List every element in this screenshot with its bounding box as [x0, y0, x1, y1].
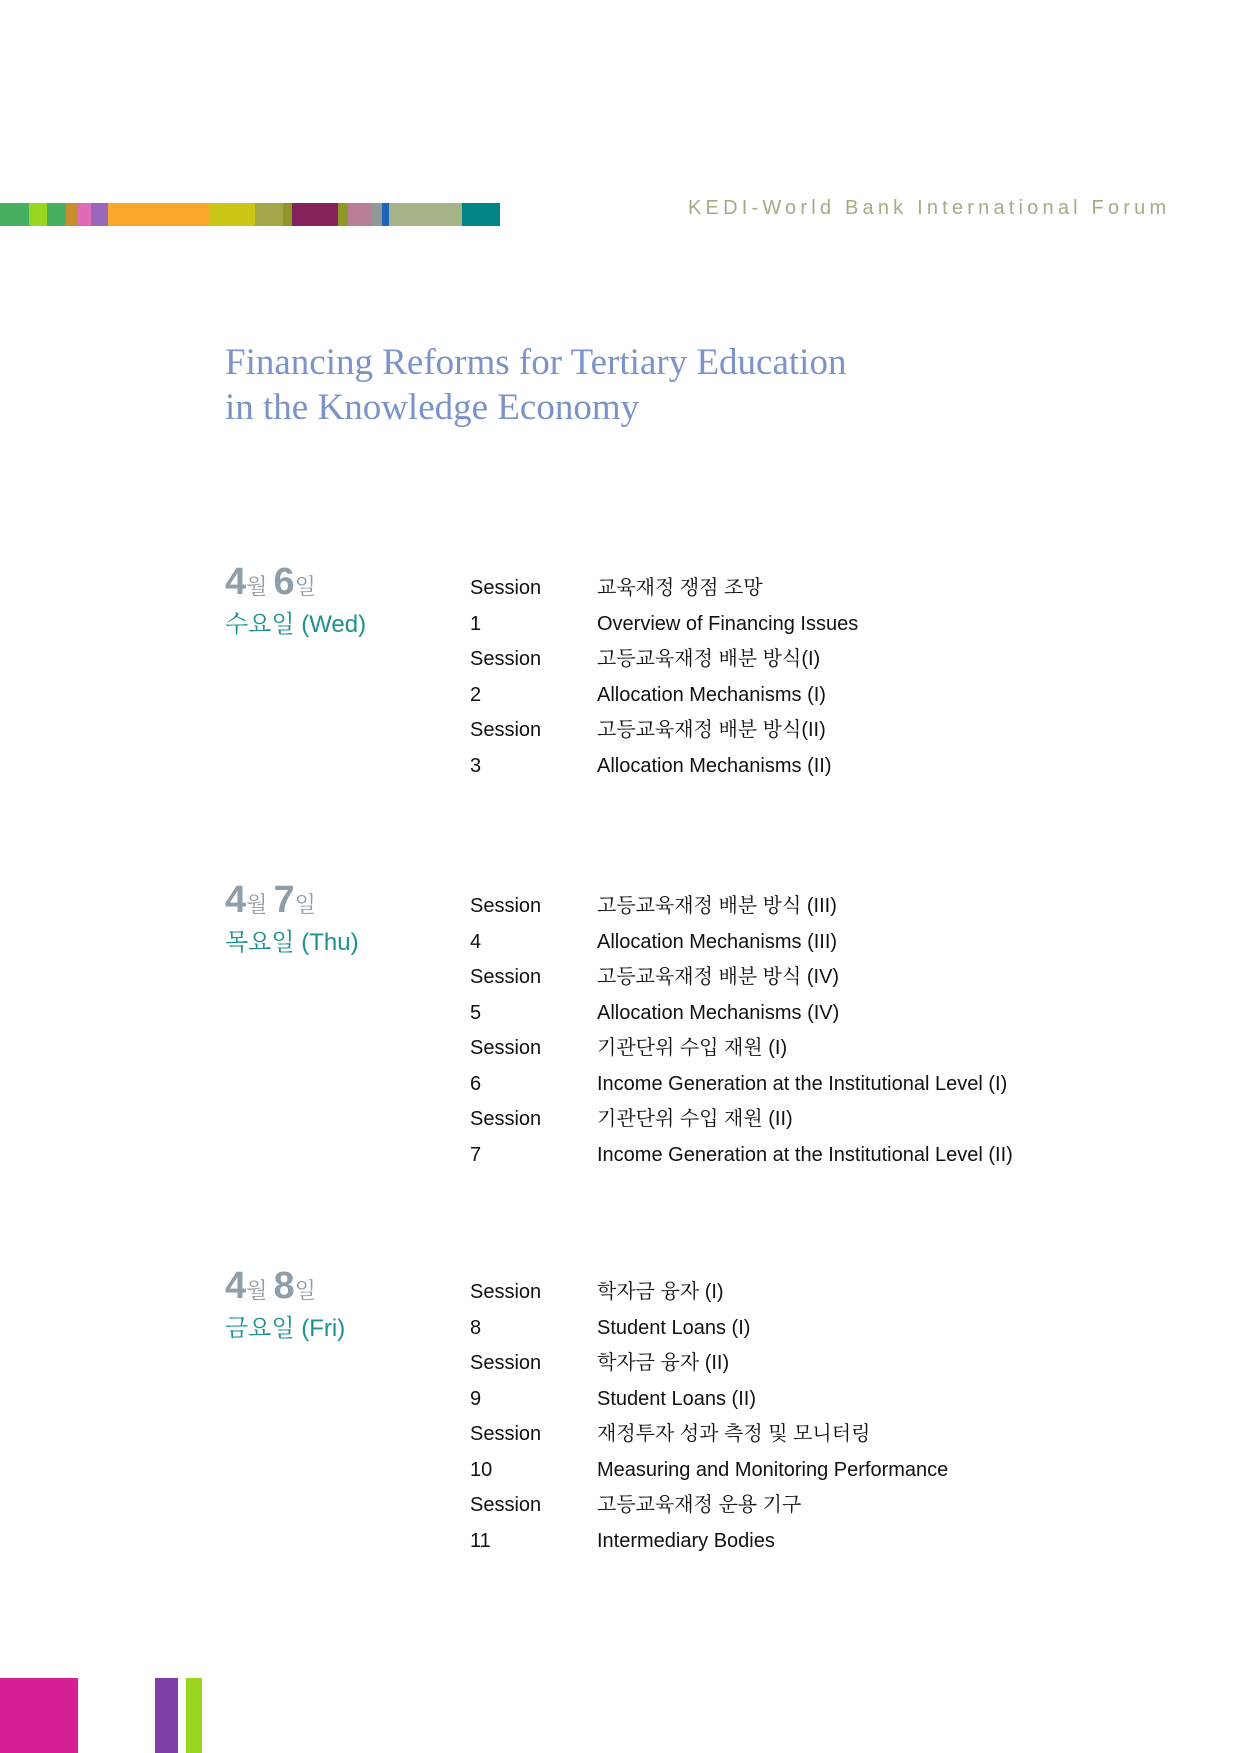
stripe-segment	[255, 203, 283, 226]
day-unit: 일	[294, 892, 316, 917]
session-label: Session 10	[470, 1423, 542, 1481]
session-title-en: Allocation Mechanisms (IV)	[597, 1001, 840, 1024]
session-title-en: Income Generation at the Institutional Level (I)	[597, 1072, 1008, 1095]
day-unit: 일	[294, 574, 316, 599]
weekday: 목요일 (Thu)	[225, 929, 359, 956]
day-unit: 일	[294, 1278, 316, 1303]
stripe-segment	[78, 203, 91, 226]
month-unit: 월	[246, 574, 268, 599]
date	[225, 1266, 345, 1311]
session-title-en: Allocation Mechanisms (I)	[597, 683, 826, 706]
session-title-en: Overview of Financing Issues	[597, 612, 859, 635]
stripe-segment	[29, 203, 47, 226]
session-title-ko: 고등교육재정 배분 방식 (III)	[597, 895, 837, 917]
session-title-ko: 교육재정 쟁점 조망	[597, 577, 763, 599]
session-label: Session 1	[470, 577, 542, 635]
stripe-segment	[209, 203, 255, 226]
stripe-segment	[372, 203, 382, 226]
day-heading	[225, 562, 366, 643]
stripe-segment	[462, 203, 500, 226]
session-title-ko: 기관단위 수입 재원 (II)	[597, 1108, 793, 1130]
day-heading	[225, 1266, 345, 1347]
decor-bar-purple	[155, 1678, 178, 1753]
date	[225, 562, 366, 607]
stripe-segment	[0, 203, 29, 226]
session-title-en: Student Loans (I)	[597, 1316, 751, 1339]
session-label: Session 6	[470, 1037, 542, 1095]
session-title-ko: 기관단위 수입 재원 (I)	[597, 1037, 788, 1059]
session-label: Session 2	[470, 648, 542, 706]
stripe-segment	[338, 203, 348, 226]
stripe-segment	[292, 203, 338, 226]
session-title-en: Allocation Mechanisms (III)	[597, 930, 838, 953]
day: 8	[273, 1265, 295, 1307]
session-title-ko: 고등교육재정 배분 방식(I)	[597, 648, 821, 670]
session-title-ko: 재정투자 성과 측정 및 모니터링	[597, 1423, 871, 1445]
month-unit: 월	[246, 892, 268, 917]
month: 4	[225, 561, 247, 603]
stripe-segment	[382, 203, 389, 226]
session-title-ko: 학자금 융자 (II)	[597, 1352, 730, 1374]
stripe-segment	[66, 203, 78, 226]
forum-name: KEDI-World Bank International Forum	[688, 197, 1171, 219]
session-label: Session 4	[470, 895, 542, 953]
session-label: Session 11	[470, 1494, 542, 1552]
month: 4	[225, 1265, 247, 1307]
decor-bar-lime	[186, 1678, 202, 1753]
session-label: Session 3	[470, 719, 542, 777]
session-title-en: Student Loans (II)	[597, 1387, 756, 1410]
weekday: 금요일 (Fri)	[225, 1315, 346, 1342]
decor-block-magenta	[0, 1678, 78, 1753]
stripe-segment	[47, 203, 66, 226]
session-title-ko: 고등교육재정 배분 방식 (IV)	[597, 966, 840, 988]
stripe-segment	[283, 203, 292, 226]
session-label: Session 7	[470, 1108, 542, 1166]
stripe-segment	[108, 203, 209, 226]
month: 4	[225, 879, 247, 921]
day-heading	[225, 880, 359, 961]
document-title	[225, 340, 846, 430]
title-line-1: Financing Reforms for Tertiary Education	[225, 342, 847, 383]
stripe-segment	[348, 203, 372, 226]
date	[225, 880, 359, 925]
session-title-en: Allocation Mechanisms (II)	[597, 754, 832, 777]
session-label: Session 5	[470, 966, 542, 1024]
session-title-ko: 학자금 융자 (I)	[597, 1281, 724, 1303]
month-unit: 월	[246, 1278, 268, 1303]
day: 6	[273, 561, 295, 603]
session-title-en: Measuring and Monitoring Performance	[597, 1458, 949, 1481]
session-title-en: Intermediary Bodies	[597, 1529, 775, 1552]
weekday: 수요일 (Wed)	[225, 611, 367, 638]
session-label: Session 9	[470, 1352, 542, 1410]
stripe-segment	[91, 203, 108, 226]
session-title-ko: 고등교육재정 운용 기구	[597, 1494, 802, 1516]
day: 7	[273, 879, 295, 921]
session-title-ko: 고등교육재정 배분 방식(II)	[597, 719, 826, 741]
session-label: Session 8	[470, 1281, 542, 1339]
session-title-en: Income Generation at the Institutional Level (II)	[597, 1143, 1013, 1166]
stripe-segment	[389, 203, 462, 226]
title-line-2: in the Knowledge Economy	[225, 387, 640, 428]
